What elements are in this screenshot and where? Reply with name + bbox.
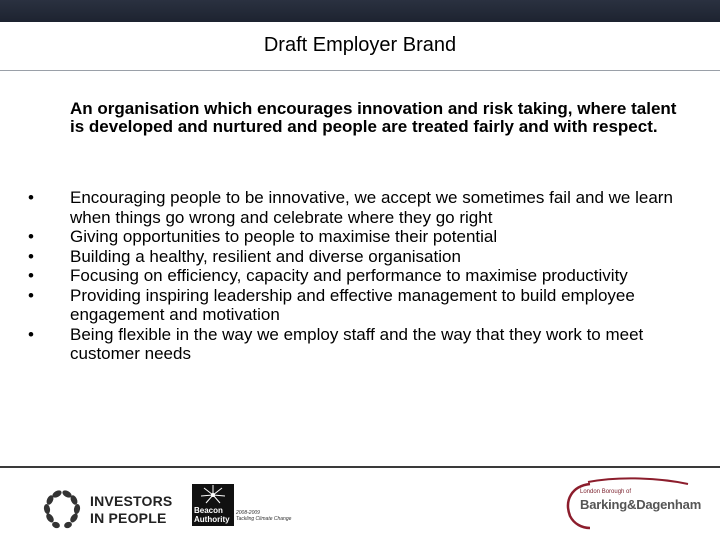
top-header-band (0, 0, 720, 22)
bullet-list (28, 188, 698, 364)
intro-statement: An organisation which encourages innovation and risk taking, where talent is developed and nurtured and people are treated fairly and with respect. (70, 99, 677, 136)
bullet-text: Encouraging people to be innovative, we accept we sometimes fail and we learn when things go wrong and celebrate where they go right (70, 188, 673, 227)
starburst-icon (192, 484, 234, 506)
bullet-item (28, 325, 698, 364)
iip-line-2: IN PEOPLE (90, 510, 167, 526)
iip-logo-text (90, 493, 172, 527)
slide-title: Draft Employer Brand (263, 34, 457, 56)
bullet-marker: • (28, 266, 34, 285)
bullet-text: Focusing on efficiency, capacity and performance to maximise productivity (70, 266, 628, 285)
beacon-authority-logo (192, 484, 332, 528)
bullet-marker: • (28, 285, 34, 305)
bullet-text: Building a healthy, resilient and diverse organisation (70, 246, 461, 266)
footer-logos (0, 468, 720, 540)
bullet-item (28, 266, 698, 286)
bd-borough-label: London Borough of (580, 489, 632, 495)
bullet-text: Giving opportunities to people to maximise their potential (70, 227, 498, 246)
bullet-item (28, 227, 698, 247)
beacon-line-1: Beacon (194, 506, 223, 515)
bullet-marker: • (28, 188, 34, 207)
bullet-item (28, 286, 698, 325)
beacon-words (194, 506, 230, 524)
barking-dagenham-logo (560, 476, 700, 532)
beacon-line-2: Authority (194, 515, 230, 524)
bullet-item (28, 247, 698, 267)
investors-in-people-logo (42, 490, 182, 530)
bullet-marker: • (28, 324, 34, 344)
bullet-text: Providing inspiring leadership and effective management to build employee engagement and motivation (70, 285, 635, 324)
bd-borough-name: Barking&Dagenham (580, 497, 702, 512)
bullet-marker: • (28, 246, 34, 266)
bullet-text: Being flexible in the way we employ staff and the way that they work to meet customer needs (70, 324, 644, 363)
beacon-badge (192, 484, 234, 526)
bullet-item (28, 188, 698, 227)
iip-line-1: INVESTORS (90, 493, 173, 509)
beacon-years: 2008-2009 (236, 510, 260, 516)
laurel-wreath-icon (42, 490, 82, 530)
beacon-caption (236, 510, 291, 522)
beacon-theme: Tackling Climate Change (236, 516, 292, 522)
bullet-marker: • (28, 227, 34, 246)
